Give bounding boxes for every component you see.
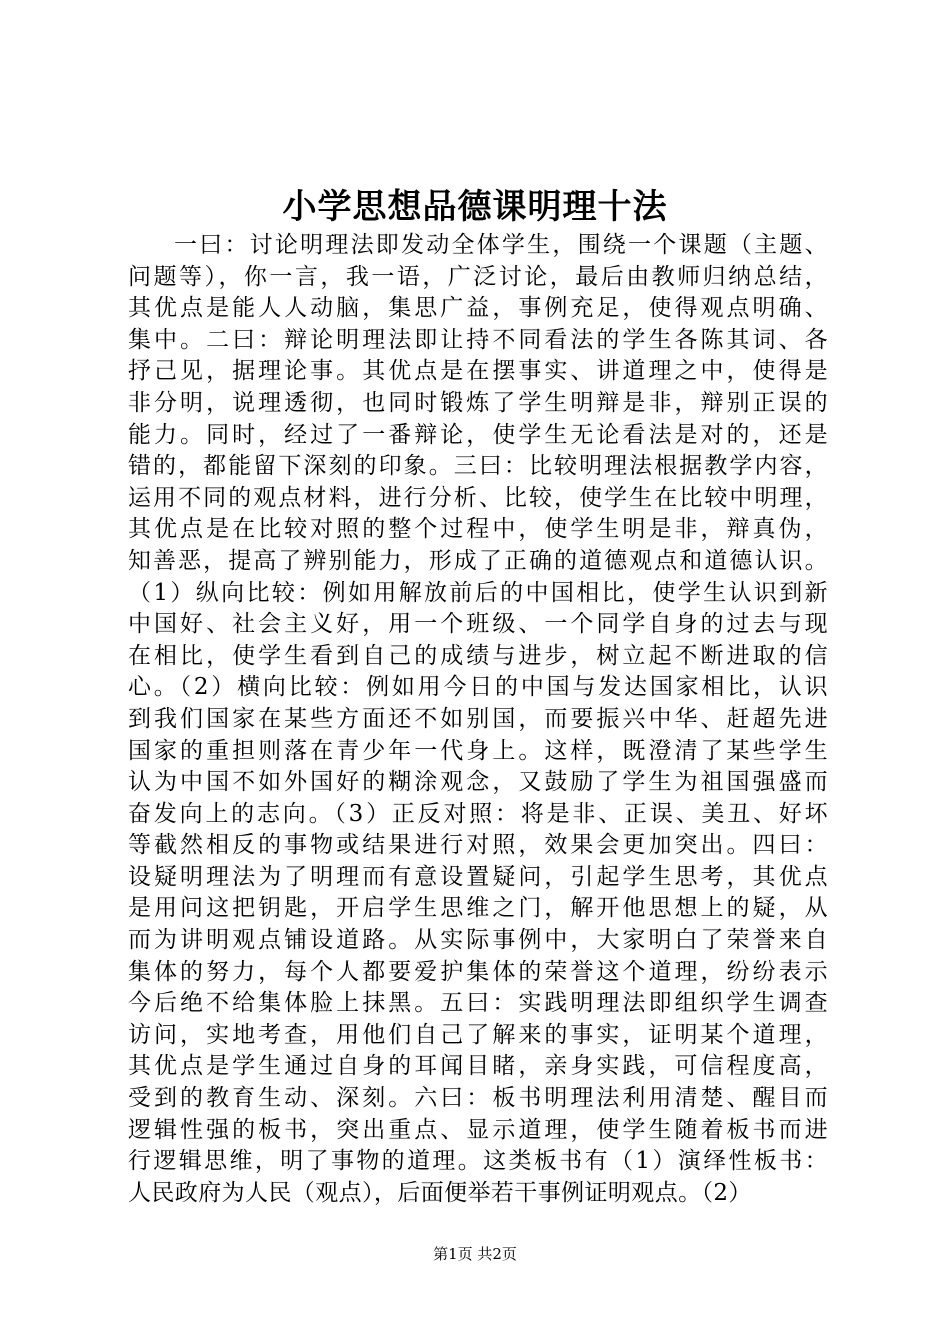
body-line: 逻辑性强的板书，突出重点、显示道理，使学生随着板书而进 — [128, 1116, 828, 1143]
body-line: 其优点是学生通过自身的耳闻目睹，亲身实践，可信程度高， — [128, 1053, 828, 1080]
body-line: 等截然相反的事物或结果进行对照，效果会更加突出。四曰： — [128, 832, 828, 859]
body-line: 受到的教育生动、深刻。六曰：板书明理法利用清楚、醒目而 — [128, 1085, 828, 1112]
body-line: 非分明，说理透彻，也同时锻炼了学生明辩是非，辩别正误的 — [128, 389, 828, 416]
body-line: 到我们国家在某些方面还不如别国，而要振兴中华、赶超先进 — [128, 705, 828, 732]
body-line: 集中。二曰：辩论明理法即让持不同看法的学生各陈其词、各 — [128, 326, 828, 353]
body-line: 其优点是能人人动脑，集思广益，事例充足，使得观点明确、 — [128, 295, 828, 322]
document-body — [128, 230, 828, 1209]
body-line: 知善恶，提高了辨别能力，形成了正确的道德观点和道德认识。 — [128, 547, 828, 574]
body-line: 人民政府为人民（观点），后面便举若干事例证明观点。（2） — [128, 1179, 752, 1206]
body-line: 是用问这把钥匙，开启学生思维之门，解开他思想上的疑，从 — [128, 895, 828, 922]
body-line: 行逻辑思维，明了事物的道理。这类板书有（1）演绎性板书： — [128, 1148, 828, 1175]
body-line: 一曰：讨论明理法即发动全体学生，围绕一个课题（主题、 — [174, 232, 828, 258]
body-line: 集体的努力，每个人都要爱护集体的荣誉这个道理，纷纷表示 — [128, 958, 828, 985]
body-line: 在相比，使学生看到自己的成绩与进步，树立起不断进取的信 — [128, 642, 828, 669]
body-line: （1）纵向比较：例如用解放前后的中国相比，使学生认识到新 — [128, 579, 828, 606]
body-line: 抒己见，据理论事。其优点是在摆事实、讲道理之中，使得是 — [128, 358, 828, 385]
body-line: 中国好、社会主义好，用一个班级、一个同学自身的过去与现 — [128, 611, 828, 638]
body-line: 运用不同的观点材料，进行分析、比较，使学生在比较中明理， — [128, 484, 828, 511]
document-title: 小学思想品德课明理十法 — [282, 187, 668, 227]
body-line: 国家的重担则落在青少年一代身上。这样，既澄清了某些学生 — [128, 737, 828, 764]
body-line: 奋发向上的志向。（3）正反对照：将是非、正误、美丑、好坏 — [128, 800, 828, 827]
body-line: 认为中国不如外国好的糊涂观念，又鼓励了学生为祖国强盛而 — [128, 769, 828, 796]
body-line: 能力。同时，经过了一番辩论，使学生无论看法是对的，还是 — [128, 421, 828, 448]
body-line: 而为讲明观点铺设道路。从实际事例中，大家明白了荣誉来自 — [128, 927, 828, 954]
body-line: 错的，都能留下深刻的印象。三曰：比较明理法根据教学内容， — [128, 453, 828, 480]
page-footer: 第1页 共2页 — [433, 1245, 517, 1263]
body-line: 今后绝不给集体脸上抹黑。五曰：实践明理法即组织学生调查 — [128, 990, 828, 1017]
body-line: 设疑明理法为了明理而有意设置疑问，引起学生思考，其优点 — [128, 863, 828, 890]
body-line: 问题等），你一言，我一语，广泛讨论，最后由教师归纳总结， — [128, 263, 828, 290]
body-line: 访问，实地考查，用他们自己了解来的事实，证明某个道理， — [128, 1021, 828, 1048]
body-line: 其优点是在比较对照的整个过程中，使学生明是非，辩真伪， — [128, 516, 828, 543]
body-line: 心。（2）横向比较：例如用今日的中国与发达国家相比，认识 — [128, 674, 828, 701]
